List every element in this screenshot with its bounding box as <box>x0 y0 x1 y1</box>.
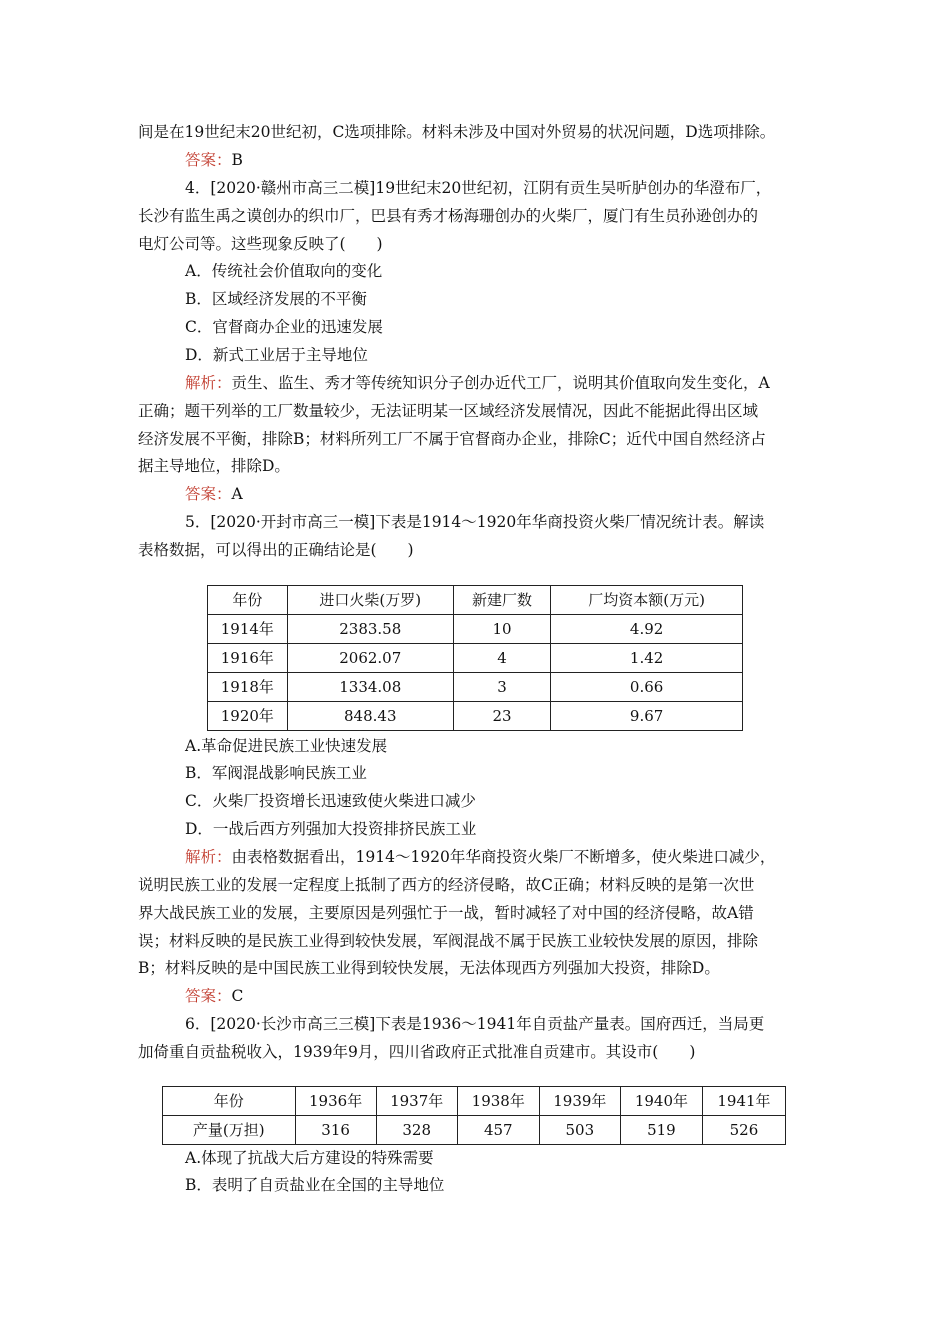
q4-stem-line: 长沙有监生禹之谟创办的织巾厂，巴县有秀才杨海珊创办的火柴厂，厦门有生员孙逊创办的 <box>138 207 759 225</box>
table-cell: 1334.08 <box>287 673 453 702</box>
table-header-row <box>208 586 743 615</box>
table-row <box>208 702 743 731</box>
table-cell: 457 <box>457 1116 539 1145</box>
q6-table <box>162 1086 786 1145</box>
q4-analysis-line: 正确；题干列举的工厂数量较少，无法证明某一区域经济发展情况，因此不能据此得出区域 <box>138 402 759 420</box>
q4-analysis-line: 经济发展不平衡，排除B；材料所列工厂不属于官督商办企业，排除C；近代中国自然经济占 <box>138 430 766 448</box>
table-cell: 316 <box>295 1116 376 1145</box>
table-cell: 526 <box>702 1116 785 1145</box>
q5-analysis-line: 界大战民族工业的发展，主要原因是列强忙于一战，暂时减轻了对中国的经济侵略，故A错 <box>138 904 754 922</box>
table-cell: 进口火柴(万罗) <box>287 586 453 615</box>
q6-stem-line: 加倚重自贡盐税收入，1939年9月，四川省政府正式批准自贡建市。其设市( ) <box>138 1043 696 1061</box>
table-cell: 0.66 <box>551 673 743 702</box>
q5-stem-line: 5．[2020·开封市高三一模]下表是1914～1920年华商投资火柴厂情况统计表。解读 <box>185 513 765 531</box>
table-cell: 1940年 <box>620 1087 702 1116</box>
table-cell: 3 <box>453 673 550 702</box>
table-cell: 23 <box>453 702 550 731</box>
table-cell: 503 <box>539 1116 620 1145</box>
q4-stem-line: 4．[2020·赣州市高三二模]19世纪末20世纪初，江阴有贡生吴听胪创办的华澄布厂， <box>185 179 772 197</box>
table-cell: 1941年 <box>702 1087 785 1116</box>
table-cell: 2062.07 <box>287 644 453 673</box>
table-cell: 10 <box>453 615 550 644</box>
table-cell: 1936年 <box>295 1087 376 1116</box>
table-cell: 1916年 <box>208 644 288 673</box>
table-header-row <box>163 1087 786 1116</box>
table-cell: 年份 <box>208 586 288 615</box>
text-line: 间是在19世纪末20世纪初，C选项排除。材料未涉及中国对外贸易的状况问题，D选项排除。 <box>138 123 776 141</box>
q4-analysis-line: 解析：贡生、监生、秀才等传统知识分子创办近代工厂，说明其价值取向发生变化，A <box>185 374 770 392</box>
table-cell: 新建厂数 <box>453 586 550 615</box>
table-cell: 2383.58 <box>287 615 453 644</box>
table-cell: 4.92 <box>551 615 743 644</box>
q4-stem-line: 电灯公司等。这些现象反映了( ) <box>138 235 383 253</box>
table-cell: 848.43 <box>287 702 453 731</box>
table-row <box>208 615 743 644</box>
q5-stem-line: 表格数据，可以得出的正确结论是( ) <box>138 541 414 559</box>
q4-option-c: C．官督商办企业的迅速发展 <box>185 318 383 336</box>
table-cell: 1939年 <box>539 1087 620 1116</box>
q4-option-d: D．新式工业居于主导地位 <box>185 346 368 364</box>
q3-answer: 答案：B <box>185 151 243 169</box>
table-row <box>163 1116 786 1145</box>
q5-answer: 答案：C <box>185 987 244 1005</box>
table-cell: 1920年 <box>208 702 288 731</box>
q4-analysis-line: 据主导地位，排除D。 <box>138 457 290 475</box>
table-cell: 1937年 <box>376 1087 457 1116</box>
q4-answer: 答案：A <box>185 485 243 503</box>
q4-option-a: A．传统社会价值取向的变化 <box>185 262 383 280</box>
table-row <box>208 644 743 673</box>
q6-stem-line: 6．[2020·长沙市高三三模]下表是1936～1941年自贡盐产量表。国府西迁，当局更 <box>185 1015 765 1033</box>
q4-option-b: B．区域经济发展的不平衡 <box>185 290 367 308</box>
table-cell: 1.42 <box>551 644 743 673</box>
q5-analysis-line: 解析：由表格数据看出，1914～1920年华商投资火柴厂不断增多，使火柴进口减少， <box>185 848 776 866</box>
table-cell: 519 <box>620 1116 702 1145</box>
table-cell: 328 <box>376 1116 457 1145</box>
q5-option-c: C．火柴厂投资增长迅速致使火柴进口减少 <box>185 792 476 810</box>
table-cell: 1914年 <box>208 615 288 644</box>
q5-option-b: B．军阀混战影响民族工业 <box>185 764 367 782</box>
table-cell: 产量(万担) <box>163 1116 296 1145</box>
q5-option-a: A.革命促进民族工业快速发展 <box>185 737 388 755</box>
table-cell: 年份 <box>163 1087 296 1116</box>
q6-option-a: A.体现了抗战大后方建设的特殊需要 <box>185 1149 434 1167</box>
table-cell: 厂均资本额(万元) <box>551 586 743 615</box>
table-cell: 9.67 <box>551 702 743 731</box>
table-cell: 1918年 <box>208 673 288 702</box>
table-row <box>208 673 743 702</box>
q5-analysis-line: B；材料反映的是中国民族工业得到较快发展，无法体现西方列强加大投资，排除D。 <box>138 959 720 977</box>
q5-analysis-line: 误；材料反映的是民族工业得到较快发展，军阀混战不属于民族工业较快发展的原因，排除 <box>138 932 759 950</box>
q6-option-b: B．表明了自贡盐业在全国的主导地位 <box>185 1176 445 1194</box>
q5-option-d: D．一战后西方列强加大投资排挤民族工业 <box>185 820 477 838</box>
q5-analysis-line: 说明民族工业的发展一定程度上抵制了西方的经济侵略，故C正确；材料反映的是第一次世 <box>138 876 755 894</box>
q5-table <box>207 585 743 731</box>
table-cell: 4 <box>453 644 550 673</box>
table-cell: 1938年 <box>457 1087 539 1116</box>
